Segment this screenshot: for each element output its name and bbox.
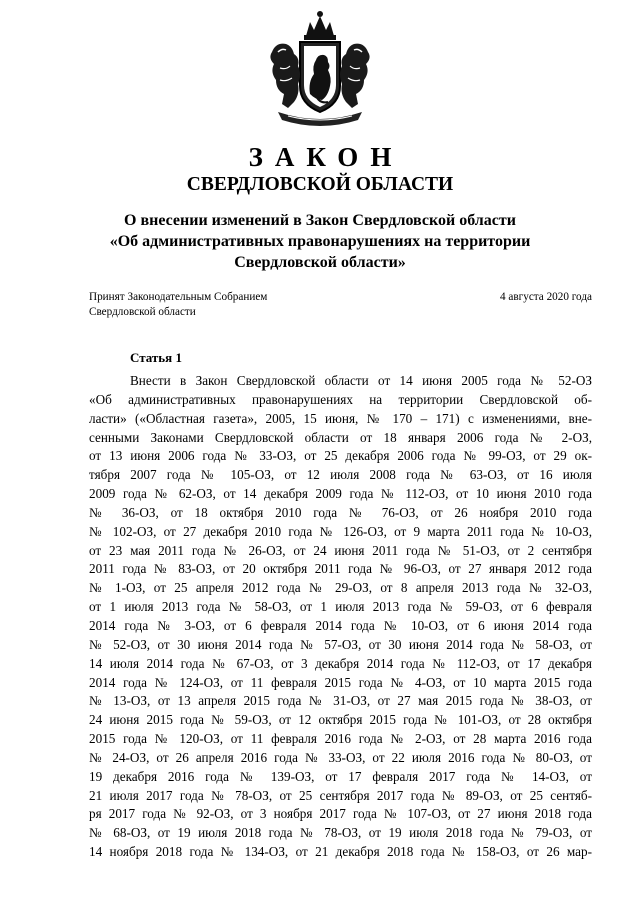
law-heading-line: О внесении изменений в Закон Свердловской области (124, 212, 516, 229)
adoption-info (89, 290, 267, 320)
law-heading-line: «Об административных правонарушениях на территории (109, 233, 531, 250)
body-line: от 13 июня 2006 года № 33-ОЗ, от 25 декабря 2006 года № 99-ОЗ, от 29 ок- (89, 448, 592, 464)
body-line: № 68-ОЗ, от 19 июля 2018 года № 78-ОЗ, от 19 июля 2018 года № 79-ОЗ, от (89, 825, 592, 841)
body-line: 19 декабря 2016 года № 139-ОЗ, от 17 февраля 2017 года № 14-ОЗ, от (89, 768, 592, 784)
body-line: 24 июня 2015 года № 59-ОЗ, от 12 октября 2015 года № 101-ОЗ, от 28 октября (89, 712, 592, 728)
body-line: сенными Законами Свердловской области от 18 января 2006 года № 2-ОЗ, (89, 429, 592, 445)
article-body (89, 372, 592, 862)
body-line: 2015 года № 120-ОЗ, от 11 февраля 2016 года № 2-ОЗ, от 28 марта 2016 года (89, 731, 592, 747)
article-title: Статья 1 (130, 350, 182, 365)
body-line: «Об административных правонарушениях на территории Свердловской об- (89, 391, 592, 407)
document-title: ЗАКОН (248, 142, 404, 172)
body-line: № 13-ОЗ, от 13 апреля 2015 года № 31-ОЗ, от 27 мая 2015 года № 38-ОЗ, от (89, 693, 592, 709)
body-line: ря 2017 года № 92-ОЗ, от 3 ноября 2017 года № 107-ОЗ, от 27 июня 2018 года (89, 806, 592, 822)
body-line: 2014 года № 3-ОЗ, от 6 февраля 2014 года № 10-ОЗ, от 6 июня 2014 года (89, 617, 592, 633)
body-line: от 23 мая 2011 года № 26-ОЗ, от 24 июня 2011 года № 51-ОЗ, от 2 сентября (89, 542, 592, 558)
adoption-line: Принят Законодательным Собранием (89, 291, 268, 303)
adoption-line: Свердловской области (89, 306, 196, 318)
body-line: № 24-ОЗ, от 26 апреля 2016 года № 33-ОЗ, от 22 июля 2016 года № 80-ОЗ, от (89, 749, 592, 765)
body-line: № 52-ОЗ, от 30 июня 2014 года № 57-ОЗ, от 30 июня 2014 года № 58-ОЗ, от (89, 636, 592, 652)
body-line: от 1 июля 2013 года № 58-ОЗ, от 1 июля 2013 года № 59-ОЗ, от 6 февраля (89, 599, 592, 615)
body-line: № 102-ОЗ, от 27 декабря 2010 года № 126-ОЗ, от 9 марта 2011 года № 10-ОЗ, (89, 523, 592, 539)
coat-of-arms-emblem (258, 8, 382, 132)
document-subtitle: СВЕРДЛОВСКОЙ ОБЛАСТИ (186, 174, 454, 195)
body-line: 2014 года № 124-ОЗ, от 11 февраля 2015 года № 4-ОЗ, от 10 марта 2015 года (89, 674, 592, 690)
body-line: № 1-ОЗ, от 25 апреля 2012 года № 29-ОЗ, от 8 апреля 2013 года № 32-ОЗ, (89, 580, 592, 596)
law-heading-line: Свердловской области» (234, 254, 406, 271)
body-line: 14 июля 2014 года № 67-ОЗ, от 3 декабря 2014 года № 112-ОЗ, от 17 декабря (89, 655, 592, 671)
body-line: 21 июля 2017 года № 78-ОЗ, от 25 сентября 2017 года № 89-ОЗ, от 25 сентяб- (89, 787, 592, 803)
body-line: 2011 года № 83-ОЗ, от 20 октября 2011 года № 96-ОЗ, от 27 января 2012 года (89, 561, 592, 577)
body-line: 14 ноября 2018 года № 134-ОЗ, от 21 декабря 2018 года № 158-ОЗ, от 26 мар- (89, 844, 592, 860)
body-line: Внести в Закон Свердловской области от 14 июня 2005 года № 52-ОЗ (130, 373, 592, 388)
law-heading (80, 210, 560, 273)
body-line: ласти» («Областная газета», 2005, 15 июня, № 170 – 171) с изменениями, вне- (89, 410, 592, 426)
adoption-date: 4 августа 2020 года (500, 291, 592, 303)
body-line: тября 2007 года № 105-ОЗ, от 12 июля 2008 года № 63-ОЗ, от 16 июля (89, 467, 592, 483)
body-line: № 36-ОЗ, от 18 октября 2010 года № 76-ОЗ, от 26 ноября 2010 года (89, 504, 592, 520)
body-line: 2009 года № 62-ОЗ, от 14 декабря 2009 года № 112-ОЗ, от 10 июня 2010 года (89, 486, 592, 502)
